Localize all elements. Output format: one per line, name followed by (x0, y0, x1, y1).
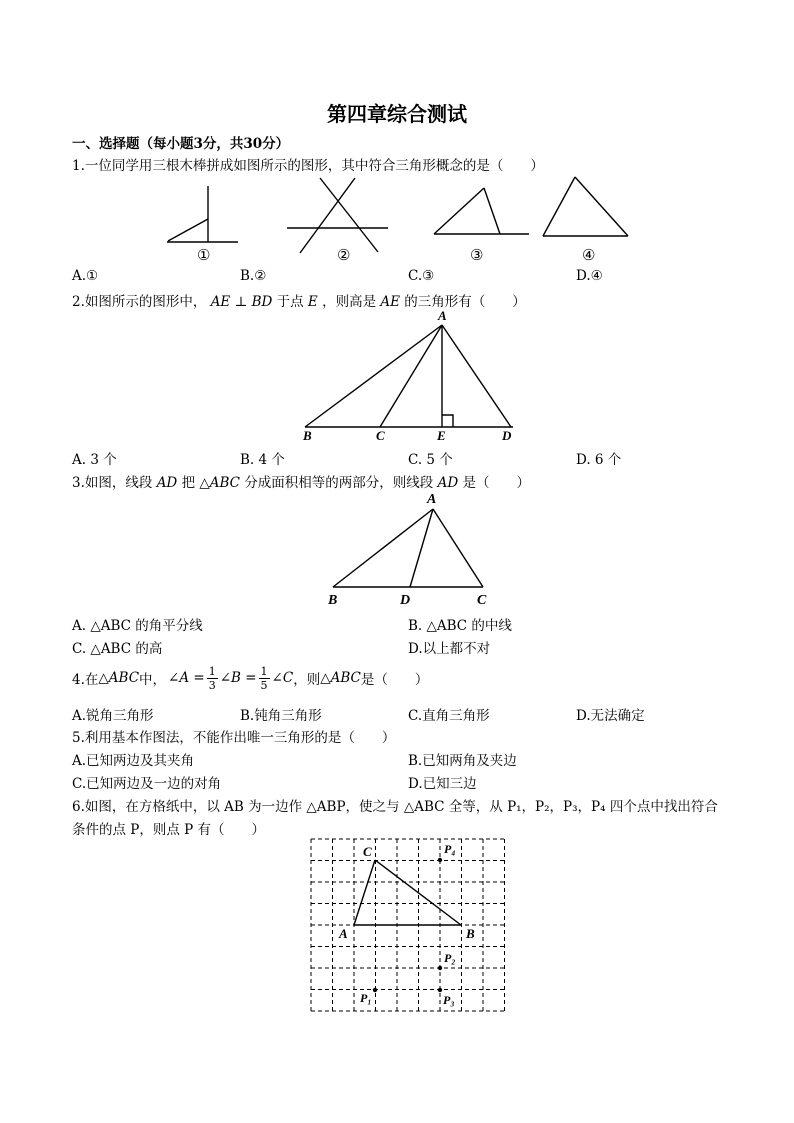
q4-option-d: D.无法确定 (576, 708, 645, 724)
q4-option-a: A.锐角三角形 (72, 708, 154, 724)
q6-point-p1: P₁ (360, 991, 372, 1005)
q2-option-c: C. 5 个 (408, 452, 453, 468)
q6-stem-line2: 条件的点 P，则点 P 有（ ） (72, 822, 266, 838)
q5-option-d: D.已知三边 (408, 776, 477, 792)
q2-stem: 2.如图所示的图形中， AE ⊥ BD 于点 E ，则高是 AE 的三角形有（ ） (72, 294, 526, 310)
q4-option-c: C.直角三角形 (408, 708, 490, 724)
q6-stem-line1: 6.如图，在方格纸中，以 AB 为一边作 △ABP，使之与 △ABC 全等，从 P₁，P₂，P₃，P₄ 四个点中找出符合 (72, 799, 718, 815)
q2-point-c: C (376, 428, 385, 443)
q2-option-b: B. 4 个 (240, 452, 285, 468)
q5-option-b: B.已知两角及夹边 (408, 753, 517, 769)
fraction-one-third: $\frac{1}{3}$ (208, 664, 216, 692)
dashed-grid (311, 839, 505, 1011)
point-p1-dot (373, 988, 377, 992)
figure-label-3: ③ (470, 246, 484, 264)
q6-point-p4: P₄ (444, 842, 456, 856)
q1-option-d: D.④ (576, 268, 603, 284)
q6-point-b: B (466, 926, 475, 941)
q6-point-c: C (363, 844, 372, 859)
q2-point-d: D (502, 428, 512, 443)
q2-point-e: E (437, 428, 446, 443)
point-p3-dot (438, 988, 442, 992)
q3-option-b: B. △ABC 的中线 (408, 618, 512, 634)
q1-stem: 1.一位同学用三根木棒拼成如图所示的图形，其中符合三角形概念的是（ ） (72, 158, 544, 174)
figure-label-1: ① (197, 246, 211, 264)
q5-option-c: C.已知两边及一边的对角 (72, 776, 222, 792)
q5-option-a: A.已知两边及其夹角 (72, 753, 195, 769)
point-p4-dot (438, 858, 442, 862)
q1-option-a: A.① (72, 268, 99, 284)
q3-point-b: B (328, 593, 338, 608)
q2-option-d: D. 6 个 (576, 452, 622, 468)
q2-point-a: A (438, 308, 447, 323)
q6-point-p2: P₂ (444, 951, 456, 965)
figure-label-4: ④ (582, 246, 596, 264)
q2-point-b: B (303, 428, 312, 443)
q3-stem: 3.如图，线段 AD 把 △ABC 分成面积相等的两部分，则线段 AD 是（ ） (72, 475, 530, 491)
q2-option-a: A. 3 个 (72, 452, 117, 468)
q6-point-a: A (339, 926, 348, 941)
q6-point-p3: P₃ (443, 993, 455, 1007)
q1-option-c: C.③ (408, 268, 435, 284)
q4-stem: 4.在 △ABC 中， ∠A = $\frac{1}{3}$ ∠B = $\frac{1}{5}$ ∠C ，则 △ABC 是（ ） (72, 664, 429, 692)
figure-label-2: ② (337, 246, 351, 264)
section-heading: 一、选择题（每小题3分，共30分） (72, 136, 290, 152)
q3-option-c: C. △ABC 的高 (72, 641, 163, 657)
q5-stem: 5.利用基本作图法，不能作出唯一三角形的是（ ） (72, 730, 396, 746)
page-title: 第四章综合测试 (327, 102, 467, 126)
point-p2-dot (438, 966, 442, 970)
q1-option-b: B.② (240, 268, 267, 284)
q3-point-d: D (400, 593, 411, 608)
fraction-one-fifth: $\frac{1}{5}$ (260, 664, 268, 692)
q3-option-d: D.以上都不对 (408, 641, 491, 657)
q3-point-a: A (427, 492, 437, 507)
q3-option-a: A. △ABC 的角平分线 (72, 618, 203, 634)
q3-point-c: C (477, 593, 487, 608)
q4-option-b: B.钝角三角形 (240, 708, 322, 724)
